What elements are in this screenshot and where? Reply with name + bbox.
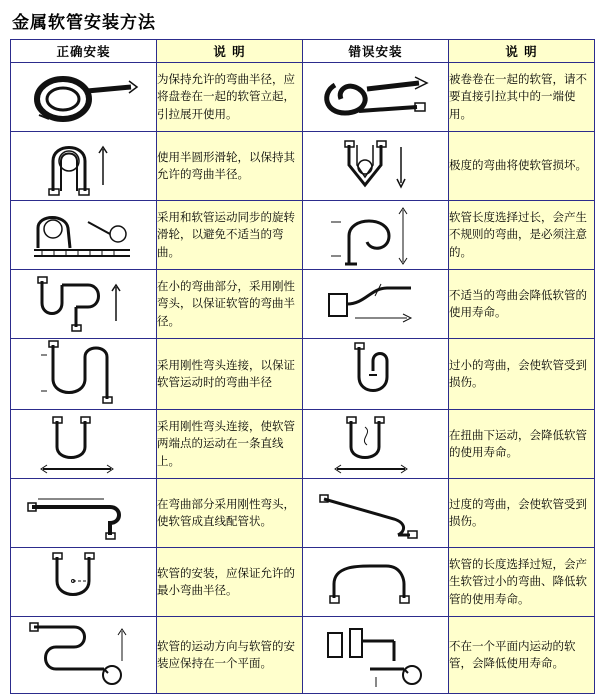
table-row	[11, 270, 595, 339]
table-row	[11, 132, 595, 201]
table-row	[11, 339, 595, 410]
correct-desc: 采用刚性弯头连接，使软管两端点的运动在一条直线上。	[157, 410, 303, 479]
table-header-row	[11, 40, 595, 63]
excessive-bend-icon	[303, 479, 446, 547]
same-plane-motion-icon	[11, 617, 154, 693]
wrong-desc: 在扭曲下运动，会降低软管的使用寿命。	[449, 410, 595, 479]
wrong-figure-cell	[303, 270, 449, 339]
wrong-desc: 不在一个平面内运动的软管，会降低使用寿命。	[449, 617, 595, 694]
correct-figure-cell	[11, 479, 157, 548]
wrong-figure-cell	[303, 339, 449, 410]
table-row	[11, 479, 595, 548]
correct-desc: 在弯曲部分采用刚性弯头，使软管成直线配管状。	[157, 479, 303, 548]
correct-figure-cell	[11, 132, 157, 201]
header-wrong-install: 错误安装	[303, 40, 449, 63]
improper-bend-short-life-icon	[303, 270, 446, 338]
rigid-elbow-small-bend-icon	[11, 270, 154, 338]
wrong-figure-cell	[303, 548, 449, 617]
wrong-figure-cell	[303, 201, 449, 270]
coiled-hose-vertical-icon	[11, 63, 154, 131]
correct-figure-cell	[11, 63, 157, 132]
correct-figure-cell	[11, 201, 157, 270]
wrong-figure-cell	[303, 410, 449, 479]
too-small-bend-icon	[303, 339, 446, 409]
page-title: 金属软管安装方法	[12, 13, 156, 33]
wrong-figure-cell	[303, 132, 449, 201]
semicircle-pulley-icon	[11, 132, 154, 200]
coiled-hose-pulled-icon	[303, 63, 446, 131]
rotating-pulley-chain-icon	[11, 201, 154, 269]
long-hose-irregular-bend-icon	[303, 201, 446, 269]
different-plane-motion-icon	[303, 617, 446, 693]
header-correct-install: 正确安装	[11, 40, 157, 63]
correct-figure-cell	[11, 270, 157, 339]
too-long-hose-icon	[303, 548, 446, 616]
table-row	[11, 617, 595, 694]
correct-desc: 在小的弯曲部分，采用刚性弯头，以保证软管的弯曲半径。	[157, 270, 303, 339]
wrong-desc: 极度的弯曲将使软管损坏。	[449, 132, 595, 201]
wrong-figure-cell	[303, 479, 449, 548]
table-row	[11, 63, 595, 132]
table-row	[11, 410, 595, 479]
correct-figure-cell	[11, 548, 157, 617]
wrong-desc: 过度的弯曲，会使软管受到损伤。	[449, 479, 595, 548]
correct-desc: 采用和软管运动同步的旋转滑轮，以避免不适当的弯曲。	[157, 201, 303, 270]
correct-desc: 为保持允许的弯曲半径，应将盘卷在一起的软管立起，引拉展开使用。	[157, 63, 303, 132]
wrong-desc: 被卷卷在一起的软管，请不要直接引拉其中的一端使用。	[449, 63, 595, 132]
rigid-bend-connection-icon	[11, 339, 154, 409]
header-correct-desc: 说 明	[157, 40, 303, 63]
torsion-motion-icon	[303, 410, 446, 478]
correct-desc: 软管的运动方向与软管的安装应保持在一个平面。	[157, 617, 303, 694]
wrong-figure-cell	[303, 63, 449, 132]
correct-figure-cell	[11, 339, 157, 410]
wrong-desc: 不适当的弯曲会降低软管的使用寿命。	[449, 270, 595, 339]
installation-method-table	[10, 39, 595, 694]
wrong-desc: 软管的长度选择过短，会产生软管过小的弯曲、降低软管的使用寿命。	[449, 548, 595, 617]
table-row	[11, 201, 595, 270]
u-bend-straight-line-icon	[11, 410, 154, 478]
straight-pipe-elbow-icon	[11, 479, 154, 547]
correct-desc: 软管的安装，应保证允许的最小弯曲半径。	[157, 548, 303, 617]
min-bend-radius-icon	[11, 548, 154, 616]
wrong-desc: 过小的弯曲，会使软管受到损伤。	[449, 339, 595, 410]
correct-desc: 使用半圆形滑轮，以保持其允许的弯曲半径。	[157, 132, 303, 201]
wrong-desc: 软管长度选择过长，会产生不规则的弯曲，是必须注意的。	[449, 201, 595, 270]
correct-figure-cell	[11, 617, 157, 694]
sharp-bend-pulley-icon	[303, 132, 446, 200]
correct-desc: 采用刚性弯头连接，以保证软管运动时的弯曲半径	[157, 339, 303, 410]
correct-figure-cell	[11, 410, 157, 479]
header-wrong-desc: 说 明	[449, 40, 595, 63]
wrong-figure-cell	[303, 617, 449, 694]
table-row	[11, 548, 595, 617]
